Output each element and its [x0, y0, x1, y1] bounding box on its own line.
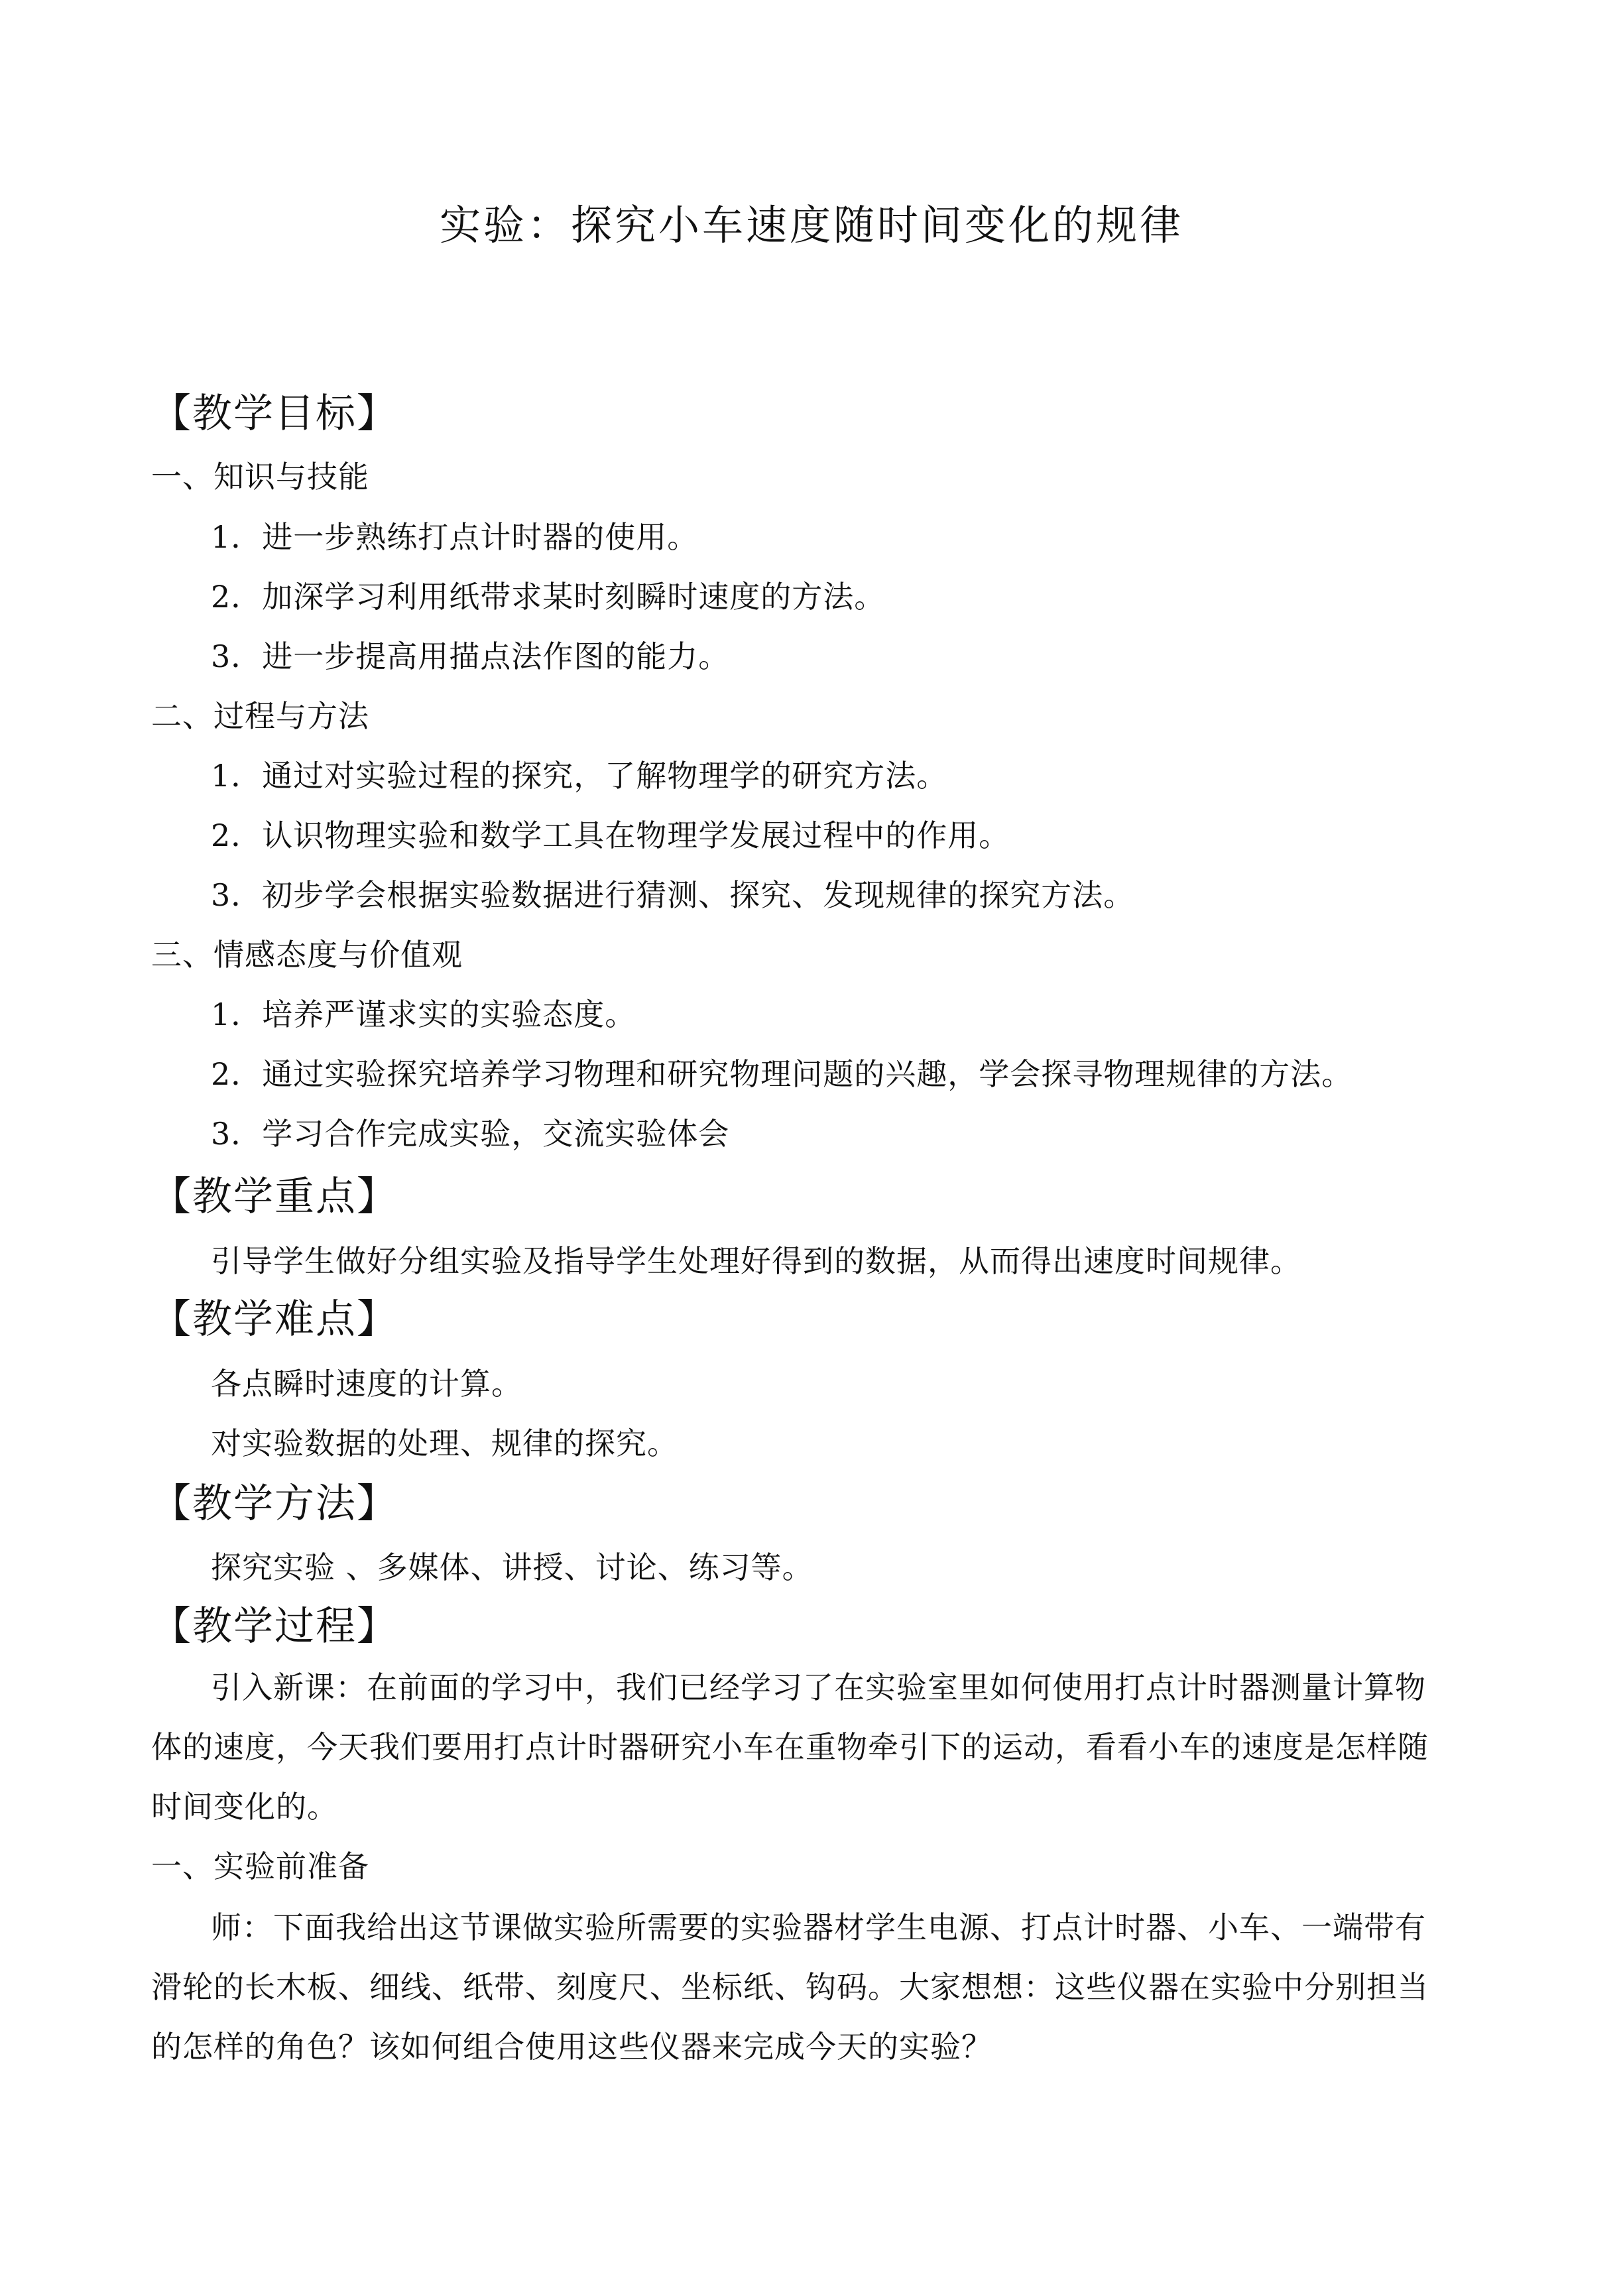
paragraph-line: 体的速度，今天我们要用打点计时器研究小车在重物牵引下的运动，看看小车的速度是怎样随 [151, 1729, 1429, 1765]
list-item: 1．培养严谨求实的实验态度。 [211, 997, 636, 1032]
paragraph: 引导学生做好分组实验及指导学生处理好得到的数据，从而得出速度时间规律。 [211, 1243, 1301, 1279]
paragraph-line: 时间变化的。 [151, 1789, 338, 1825]
paragraph-line: 引入新课：在前面的学习中，我们已经学习了在实验室里如何使用打点计时器测量计算物 [211, 1669, 1426, 1705]
paragraph: 探究实验 、多媒体、讲授、讨论、练习等。 [211, 1549, 813, 1585]
heading-difficulties: 【教学难点】 [151, 1296, 398, 1343]
list-item: 1．通过对实验过程的探究，了解物理学的研究方法。 [211, 758, 948, 794]
document-title: 实验：探究小车速度随时间变化的规律 [439, 201, 1183, 249]
heading-objectives: 【教学目标】 [151, 391, 398, 437]
list-item: 3．进一步提高用描点法作图的能力。 [211, 638, 730, 674]
paragraph-line: 师：下面我给出这节课做实验所需要的实验器材学生电源、打点计时器、小车、一端带有 [211, 1909, 1426, 1945]
list-item: 2．通过实验探究培养学习物理和研究物理问题的兴趣，学会探寻物理规律的方法。 [211, 1056, 1353, 1092]
paragraph-line: 滑轮的长木板、细线、纸带、刻度尺、坐标纸、钩码。大家想想：这些仪器在实验中分别担当 [151, 1969, 1429, 2005]
paragraph-line: 的怎样的角色？该如何组合使用这些仪器来完成今天的实验？ [151, 2029, 992, 2065]
section-title: 一、知识与技能 [151, 459, 369, 495]
list-item: 2．加深学习利用纸带求某时刻瞬时速度的方法。 [211, 579, 886, 615]
section-title: 一、实验前准备 [151, 1848, 369, 1884]
section-title: 三、情感态度与价值观 [151, 937, 463, 973]
heading-key-points: 【教学重点】 [151, 1174, 398, 1220]
list-item: 3．学习合作完成实验，交流实验体会 [211, 1116, 730, 1152]
paragraph: 各点瞬时速度的计算。 [211, 1366, 522, 1402]
heading-methods: 【教学方法】 [151, 1480, 398, 1527]
section-title: 二、过程与方法 [151, 698, 369, 734]
heading-process: 【教学过程】 [151, 1603, 398, 1650]
list-item: 2．认识物理实验和数学工具在物理学发展过程中的作用。 [211, 817, 1010, 853]
paragraph: 对实验数据的处理、规律的探究。 [211, 1425, 678, 1461]
list-item: 3．初步学会根据实验数据进行猜测、探究、发现规律的探究方法。 [211, 877, 1135, 913]
list-item: 1．进一步熟练打点计时器的使用。 [211, 519, 699, 555]
